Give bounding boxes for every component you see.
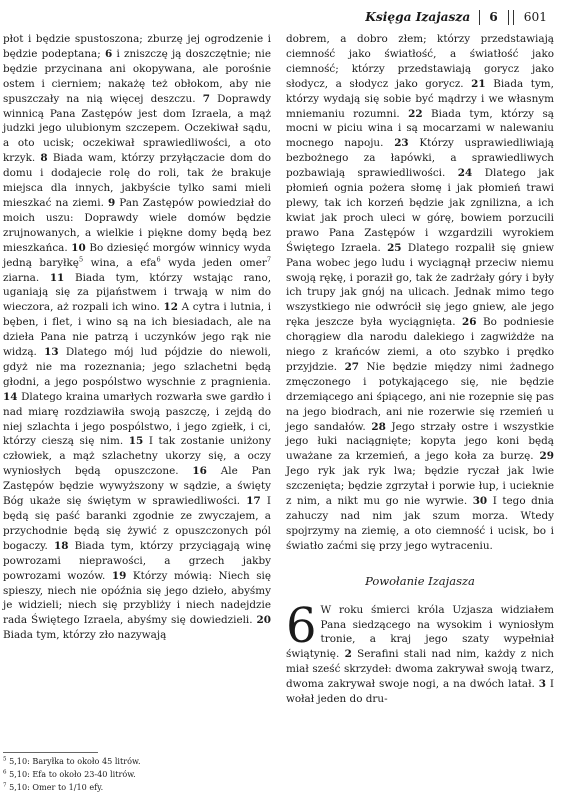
verse-number: 16 [192, 465, 207, 478]
footnote-text: 5,10: Efa to około 23-40 litrów. [9, 769, 136, 780]
verse-number: 13 [44, 346, 59, 359]
verse-number: 3 [538, 678, 546, 691]
verse-5-text: płot i będzie spustoszona; zburzę jej ogrodzenie i będzie podeptana; [3, 33, 271, 60]
verse-number: 28 [371, 420, 386, 433]
footnote-marker[interactable]: 5 [78, 255, 84, 264]
verse-number: 24 [457, 167, 473, 180]
page-number: 601 [523, 10, 547, 24]
verse-text: Bo podniesie chorągiew dla narodu dalekiego i zagwiżdże na niego z krańców ziemi, a oto szybko i prędko przyjdzie. [286, 316, 554, 373]
verse-text: Ale Pan Zastępów będzie wywyższony w sądzie, a święty Bóg ukaże się świętym w sprawiedliwości. [3, 465, 271, 508]
verse-text: Doprawdy winnicą Pana Zastępów jest dom Izraela, a mąż judzki jego ulubionym szczepem. Oczekiwał sądu, a oto ucisk; oczekiwał sprawiedliwości, a oto krzyk. [3, 92, 271, 165]
verse-number: 7 [202, 92, 210, 105]
verse-text: I wołał jeden do dru- [286, 678, 554, 706]
verse-text: I tak zostanie uniżony człowiek, a mąż szlachetny ukorzy się, a oczy wyniosłych będą opuszczone. [3, 435, 271, 478]
verse-text: wina, a efa [90, 256, 157, 269]
verse-text: Pan Zastępów powiedział do moich uszu: Doprawdy wiele domów będzie zrujnowanych, a wielkie i piękne domy będą bez mieszkańca. [3, 196, 271, 254]
verse-text: Dlatego kraina umarłych rozwarła swe gardło i nad miarę rozdziawiła swoją paszczę, i zejdą do niej szlachta i jego pospólstwo, i jego zgiełk, i ci, którzy cieszą się nim. [3, 390, 271, 448]
footnote [3, 781, 271, 794]
footnote-text: 5,10: Omer to 1/10 efy. [9, 782, 104, 793]
footnote-marker[interactable]: 6 [156, 255, 161, 264]
verse-text: Dlatego mój lud pójdzie do niewoli, gdyż nie ma rozeznania; jego szlachetni będą głodni, a jego pospólstwo wyschnie z pragnienia. [3, 346, 271, 388]
book-title: Księga Izajasza [365, 10, 471, 24]
verse-number: 21 [471, 77, 486, 90]
verse-text: Dlatego jak płomień ognia pożera słomę i jak płomień trawi plewy, tak ich korzeń będzie jak zgnilizna, a ich kwiat jak proch uleci w górę, bowiem porzucili prawo Pana Zastępów i wzgardzili wyrokiem Świętego Izraela. [286, 167, 554, 254]
verse-text: I tego dnia zahuczy nad nim jak szum morza. Wtedy spojrzymy na ziemię, a oto ciemność i ucisk, bo i światło zaćmi się przy jego wytraceniu. [286, 495, 554, 552]
verse-text: Biada tym, którzy wydają się sobie być mądrzy i we własnym mniemaniu rozumni. [286, 77, 554, 120]
left-column-text [3, 32, 271, 643]
left-column [3, 32, 271, 643]
verse-text: Biada tym, którzy przyciągają winę powrozami nieprawości, a grzech jakby powrozami wozów. [3, 539, 271, 582]
verse-text: A cytra i lutnia, i bęben, i flet, i wino są na ich biesiadach, ale na dzieła Pana nie patrzą i uczynków jego rąk nie widzą. [3, 301, 272, 359]
running-header [365, 7, 547, 27]
footnote-text: 5,10: Baryłka to około 45 litrów. [9, 756, 141, 766]
chapter-dropcap: 6 [286, 597, 317, 654]
verse-number: 19 [111, 569, 127, 582]
verse-number: 26 [462, 316, 477, 329]
verse-text: Serafini stali nad nim, każdy z nich miał sześć skrzydeł: dwoma zakrywał swoją twarz, dwoma zakrywał swoje nogi, a na dwóch latał. [286, 648, 554, 691]
footnote-number: 5 [3, 756, 7, 763]
verse-number: 6 [104, 47, 113, 60]
footnote [3, 755, 271, 768]
verse-text: Biada wam, którzy przyłączacie dom do domu i dodajecie rolę do roli, tak że brakuje miejsca dla innych, jakbyście tylko sami mieli mieszkać na ziemi. [3, 152, 271, 209]
chapter-6-text [286, 597, 554, 707]
right-column-text [286, 32, 554, 554]
verse-text: Nie będzie między nimi żadnego zmęczonego i potykającego się, nie będzie drzemiącego ani śpiącego, ani nie rozepnie się pas na jego biodrach, ani nie rozerwie się rzemień u jego sandałów. [286, 360, 554, 433]
footnote-marker[interactable]: 7 [266, 255, 272, 264]
verse-text: ziarna. [3, 271, 40, 284]
verse-text: Biada tym, którzy zło nazywają [3, 629, 167, 642]
verse-text: Którzy usprawiedliwiają bezbożnego za łapówki, a sprawiedliwych pozbawiają sprawiedliwości. [286, 137, 554, 180]
verse-number: 27 [344, 360, 360, 373]
verse-number: 30 [472, 495, 488, 508]
verse-number: 23 [394, 137, 409, 150]
verse-text: Biada tym, którzy wstając rano, uganiają się za pijaństwem i trwają w nim do wieczora, aż rozpali ich wino. [3, 271, 271, 314]
verse-number: 18 [53, 539, 69, 552]
verse-text: Którzy mówią: Niech się spieszy, niech nie opóźnia się jego dzieło, abyśmy je widzieli; niech się przybliży i niech nadejdzie rada Świętego Izraela, abyśmy się dowiedzieli. [3, 569, 272, 627]
verse-number: 11 [49, 271, 65, 284]
verse-text: I będą się paść baranki zgodnie ze zwyczajem, a przychodnie będą się żywić z opuszczonych pól bogaczy. [3, 495, 271, 552]
header-double-divider [508, 10, 514, 25]
chapter-number: 6 [489, 10, 498, 24]
verse-text: Dlatego rozpalił się gniew Pana wobec jego ludu i wyciągnął przeciw niemu swoją rękę, i poraził go, tak że zadrżały góry i były ich trupy jak gnój na ulicach. Jednak mimo tego wszystkiego nie odwrócił się jego gniew, ale jego ręka jeszcze była wyciągnięta. [286, 241, 554, 329]
verse-number: 8 [40, 152, 48, 165]
verse-number: 14 [3, 390, 18, 403]
header-divider [479, 10, 480, 25]
verse-number: 25 [387, 241, 402, 254]
footnote [3, 768, 271, 781]
footnote-divider [3, 752, 98, 753]
section-heading: Powołanie Izajasza [365, 573, 475, 588]
verse-number: 12 [163, 301, 178, 314]
verse-number: 10 [71, 241, 86, 254]
verse-number: 17 [246, 495, 261, 508]
verse-text: Bo dziesięć morgów winnicy wyda jedną baryłkę [3, 241, 271, 269]
verse-text: dobrem, a dobro złem; którzy przedstawiają ciemność jako światłość, a światłość jako ciemność; którzy przedstawiają gorycz jako słodycz, a słodycz jako gorycz. [286, 33, 554, 90]
verse-text: Jego ryk jak ryk lwa; będzie ryczał jak lwie szczenięta; będzie zgrzytał i porwie łup, i ucieknie z nim, a nikt mu go nie wyrwie. [286, 465, 554, 508]
right-column [286, 32, 554, 707]
verse-text: i zniszczę ją doszczętnie; nie będzie przycinana ani okopywana, ale porośnie ostem i cierniem; nakażę też obłokom, aby nie spuszczały na nią więcej deszczu. [3, 47, 271, 105]
verse-number: 15 [128, 435, 144, 448]
verse-text: wyda jeden omer [168, 256, 267, 269]
verse-number: 20 [256, 614, 271, 627]
verse-text: Biada tym, którzy są mocni w piciu wina i są mocarzami w nalewaniu mocnego napoju. [286, 107, 554, 150]
verse-number: 2 [344, 648, 352, 661]
footnotes [3, 755, 271, 795]
verse-text: W roku śmierci króla Uzjasza widziałem Pana siedzącego na wysokim i wyniosłym tronie, a kraj jego szaty wypełniał świątynię. [286, 603, 554, 661]
footnote-number: 7 [3, 782, 7, 789]
verse-number: 9 [107, 196, 116, 209]
verse-number: 22 [408, 107, 423, 120]
verse-number: 29 [539, 450, 554, 463]
footnote-number: 6 [3, 769, 7, 776]
verse-text: Jego strzały ostre i wszystkie jego łuki naciągnięte; kopyta jego koni będą uważane za krzemień, a jego koła za burzę. [286, 420, 554, 463]
